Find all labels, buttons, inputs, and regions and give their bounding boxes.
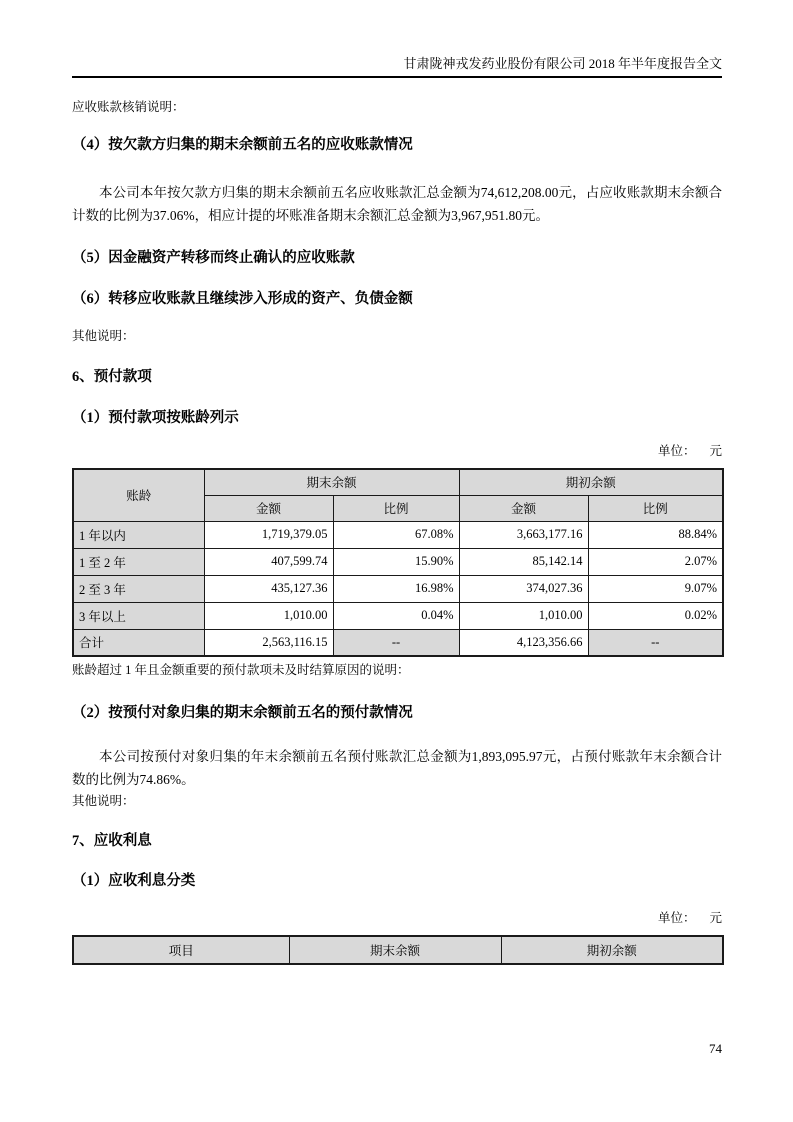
item-6-sub1-heading: （1）预付款项按账龄列示 [72, 410, 239, 426]
item-7-heading: 7、应收利息 [72, 833, 152, 849]
cell-aging: 1 年以内 [73, 521, 204, 548]
cell-opening-ratio-total: -- [588, 629, 723, 656]
unit-note-2 [72, 910, 722, 926]
unit-value: 元 [709, 444, 722, 458]
unit-label: 单位： [657, 911, 696, 925]
col-header-closing-balance: 期末余额 [204, 469, 459, 495]
cell-opening-ratio: 9.07% [588, 575, 723, 602]
writeoff-note: 应收账款核销说明： [72, 100, 185, 114]
section-6-heading: （6）转移应收账款且继续涉入形成的资产、负债金额 [72, 291, 413, 307]
section-4-paragraph: 本公司本年按欠款方归集的期末余额前五名应收账款汇总金额为74,612,208.00元，占应收账款期末余额合计数的比例为37.06%，相应计提的坏账准备期末余额汇总金额为3,967,951.80元。 [72, 185, 722, 223]
item-7-sub1-heading: （1）应收利息分类 [72, 873, 196, 889]
unit-label: 单位： [657, 444, 696, 458]
cell-opening-ratio: 88.84% [588, 521, 723, 548]
cell-opening-amount: 3,663,177.16 [459, 521, 588, 548]
col-header-opening-balance: 期初余额 [459, 469, 723, 495]
page-number: 74 [709, 1041, 722, 1056]
col-header-item: 项目 [73, 936, 289, 964]
other-note-a: 其他说明： [72, 329, 135, 343]
document-header-title: 甘肃陇神戎发药业股份有限公司 2018 年半年度报告全文 [403, 56, 722, 71]
subheader-closing-amount: 金额 [204, 495, 333, 521]
col-header-closing-balance: 期末余额 [289, 936, 501, 964]
aging-settlement-note: 账龄超过 1 年且金额重要的预付款项未及时结算原因的说明： [72, 663, 410, 677]
cell-closing-ratio: 15.90% [333, 548, 459, 575]
table-total-row [73, 629, 723, 656]
cell-closing-amount-total: 2,563,116.15 [204, 629, 333, 656]
cell-opening-amount-total: 4,123,356.66 [459, 629, 588, 656]
cell-closing-ratio: 0.04% [333, 602, 459, 629]
cell-opening-ratio: 0.02% [588, 602, 723, 629]
page-content [72, 0, 722, 965]
unit-note-1 [72, 443, 722, 459]
unit-value: 元 [709, 911, 722, 925]
table-header-row [73, 469, 723, 495]
header-divider [72, 76, 722, 78]
cell-opening-amount: 374,027.36 [459, 575, 588, 602]
cell-opening-ratio: 2.07% [588, 548, 723, 575]
section-5-heading: （5）因金融资产转移而终止确认的应收账款 [72, 250, 355, 266]
col-header-opening-balance: 期初余额 [501, 936, 723, 964]
cell-aging: 2 至 3 年 [73, 575, 204, 602]
cell-aging: 1 至 2 年 [73, 548, 204, 575]
table-row [73, 602, 723, 629]
cell-closing-amount: 1,719,379.05 [204, 521, 333, 548]
subheader-closing-ratio: 比例 [333, 495, 459, 521]
table-row [73, 548, 723, 575]
item-6-sub2-paragraph: 本公司按预付对象归集的年末余额前五名预付账款汇总金额为1,893,095.97元，占预付账款年末余额合计数的比例为74.86%。 [72, 749, 722, 787]
prepayment-aging-table [72, 468, 724, 657]
item-6-sub2-heading: （2）按预付对象归集的期末余额前五名的预付款情况 [72, 705, 413, 721]
cell-closing-ratio-total: -- [333, 629, 459, 656]
cell-closing-ratio: 16.98% [333, 575, 459, 602]
interest-receivable-table [72, 935, 724, 965]
item-6-heading: 6、预付款项 [72, 369, 152, 385]
cell-aging: 3 年以上 [73, 602, 204, 629]
cell-total-label: 合计 [73, 629, 204, 656]
cell-closing-amount: 407,599.74 [204, 548, 333, 575]
table-row [73, 575, 723, 602]
col-header-aging: 账龄 [73, 469, 204, 521]
subheader-opening-ratio: 比例 [588, 495, 723, 521]
cell-opening-amount: 85,142.14 [459, 548, 588, 575]
table-row [73, 521, 723, 548]
subheader-opening-amount: 金额 [459, 495, 588, 521]
other-note-b: 其他说明： [72, 794, 135, 808]
cell-opening-amount: 1,010.00 [459, 602, 588, 629]
cell-closing-ratio: 67.08% [333, 521, 459, 548]
cell-closing-amount: 435,127.36 [204, 575, 333, 602]
table-header-row [73, 936, 723, 964]
cell-closing-amount: 1,010.00 [204, 602, 333, 629]
section-4-heading: （4）按欠款方归集的期末余额前五名的应收账款情况 [72, 137, 413, 153]
